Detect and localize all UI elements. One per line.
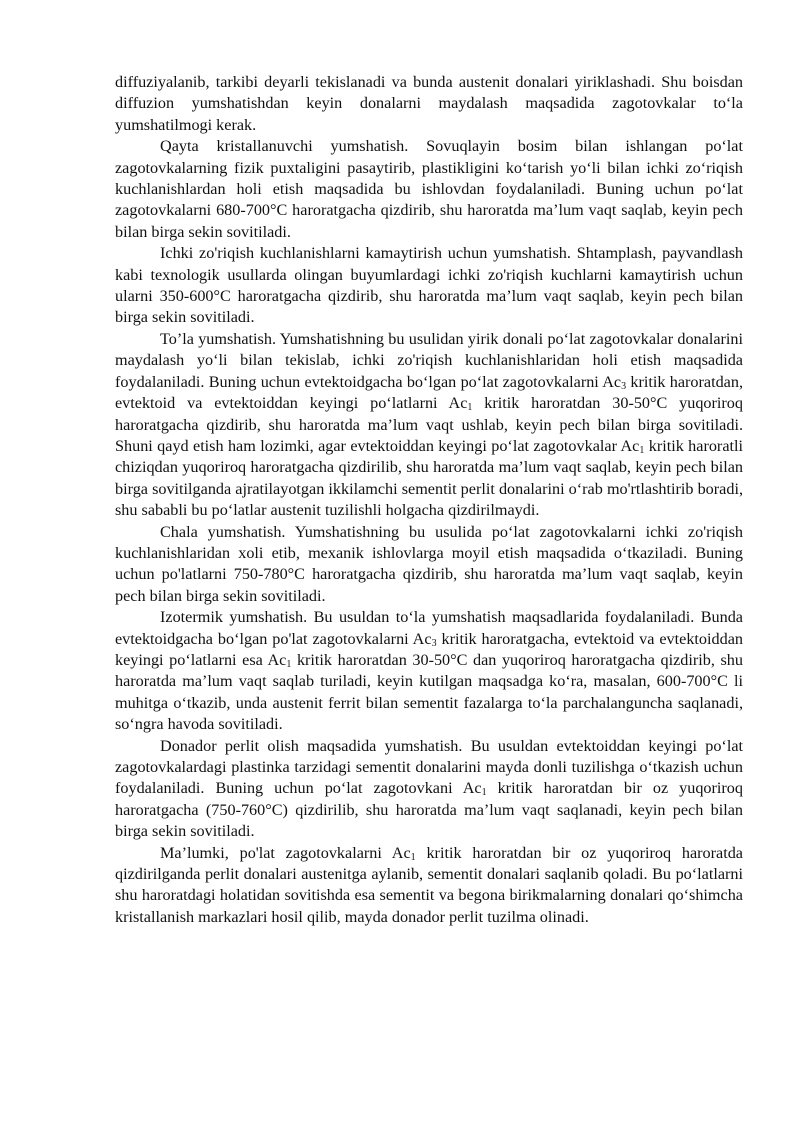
paragraph-pearlite-explanation <box>115 843 743 929</box>
text-run: Izotermik yumshatish. Bu usuldan to‘la yumshatish maqsadlarida foydalaniladi. Bunda evtektoidgacha bo‘lgan po'lat zagotovkalarni Ac <box>115 608 743 648</box>
text-run: kritik haroratdan, evtektoid va evtektoiddan keyingi po‘latlarni Ac <box>115 372 744 413</box>
subscript: 3 <box>621 380 627 392</box>
paragraph-stress-relief-annealing: Ichki zo'riqish kuchlanishlarni kamaytirish uchun yumshatish. Shtamplash, payvandlash kabi texnologik usullarda olingan buyumlardagi ichki zo'riqish kuchlarni kamaytirish uchun ularni 350-600°C haroratgacha qizdirib, shu haroratda ma’lum vaqt saqlab, keyin pech bilan birga sekin sovitiladi. <box>115 244 743 327</box>
paragraph-isothermal-annealing <box>115 607 743 735</box>
text-run: kritik haroratdan bir oz yuqoriroq haroratgacha (750-760°C) qizdirilib, shu haroratda ma’lum vaqt saqlanadi, keyin pech bilan birga sekin sovitiladi. <box>115 779 743 841</box>
text-run: kritik haroratli chiziqdan yuqoriroq haroratgacha qizdirilib, shu haroratda ma’lum vaqt saqlab, keyin pech bilan birga sovitilganda ajratilayotgan ikkilamchi sementit perlit donalarini o‘rab mo'rtlashtirib boradi, shu sababli bu po‘latlar austenit tuzilishli holgacha qizdirilmaydi. <box>115 436 744 520</box>
document-page <box>115 72 743 928</box>
text-run: kritik haroratdan 30-50°C dan yuqoriroq haroratgacha qizdirib, shu haroratda ma’lum vaqt saqlab turiladi, keyin kutilgan maqsadga ko‘ra, masalan, 600-700°C li muhitga o‘tkazib, unda austenit ferrit bilan sementit fazalarga to‘la parchalanguncha saqlanadi, so‘ngra havoda sovitiladi. <box>115 650 743 734</box>
text-run: kritik haroratdan bir oz yuqoriroq haroratda qizdirilganda perlit donalari austenitga aylanib, sementit donalari saqlanib qoladi. Bu po‘latlarni shu haroratdagi holatidan sovitishda esa sementit va begona birikmalarning donalari qo‘shimcha kristallanish markazlari hosil qilib, mayda donador perlit tuzilma olinadi. <box>115 843 743 926</box>
text-run: kritik haroratgacha, evtektoid va evtektoiddan keyingi po‘latlarni esa Ac <box>115 629 743 669</box>
paragraph-recrystallization-annealing: Qayta kristallanuvchi yumshatish. Sovuqlayin bosim bilan ishlangan po‘lat zagotovkalarning fizik puxtaligini pasaytirib, plastikligini ko‘tarish yo‘li bilan ichki zo‘riqish kuchlanishlardan holi etish maqsadida bu ishlovdan foydalaniladi. Buning uchun po‘lat zagotovkalarni 680-700°C haroratgacha qizdirib, shu haroratda ma’lum vaqt saqlab, keyin pech bilan birga sekin sovitiladi. <box>115 137 743 241</box>
subscript: 1 <box>639 444 645 456</box>
subscript: 1 <box>481 787 487 799</box>
paragraph-diffusion-end: diffuziyalanib, tarkibi deyarli tekislanadi va bunda austenit donalari yiriklashadi. Shu boisdan diffuzion yumshatishdan keyin donalarni maydalash maqsadida zagotovkalar to‘la yumshatilmogi kerak. <box>115 73 743 134</box>
subscript: 3 <box>431 637 437 649</box>
paragraph-full-annealing <box>115 329 743 522</box>
subscript: 1 <box>410 851 416 863</box>
text-run: Donador perlit olish maqsadida yumshatish. Bu usuldan evtektoiddan keyingi po‘lat zagotovkalardagi plastinka tarzidagi sementit donalarini mayda donli tuzilishga o‘tkazish uchun foydalaniladi. Buning uchun po‘lat zagotovkani Ac <box>115 736 743 798</box>
subscript: 1 <box>467 402 473 414</box>
text-run: Ma’lumki, po'lat zagotovkalarni Ac <box>160 843 411 862</box>
text-run: kritik haroratdan 30-50°C yuqoriroq haroratgacha qizdirib, shu haroratda ma’lum vaqt ushlab, keyin pech bilan birga sovitiladi. Shuni qayd etish ham lozimki, agar evtektoiddan keyingi po‘lat zagotovkalar Ac <box>115 394 743 455</box>
paragraph-partial-annealing: Chala yumshatish. Yumshatishning bu usulida po‘lat zagotovkalarni ichki zo'riqish kuchlanishlaridan xoli etib, mexanik ishlovlarga moyil etish maqsadida o‘tkaziladi. Buning uchun po'latlarni 750-780°C haroratgacha qizdirib, shu haroratda ma’lum vaqt saqlab, keyin pech bilan birga sekin sovitiladi. <box>115 522 743 605</box>
text-run: To’la yumshatish. Yumshatishning bu usulidan yirik donali po‘lat zagotovkalar donalarini maydalash yo‘li bilan tekislab, ichki zo'riqish kuchlanishlaridan holi etish maqsadida foydalaniladi. Buning uchun evtektoidgacha bo‘lgan po‘lat zagotovkalarni Ac <box>115 329 743 391</box>
subscript: 1 <box>286 658 292 670</box>
paragraph-granular-pearlite-annealing <box>115 736 743 843</box>
